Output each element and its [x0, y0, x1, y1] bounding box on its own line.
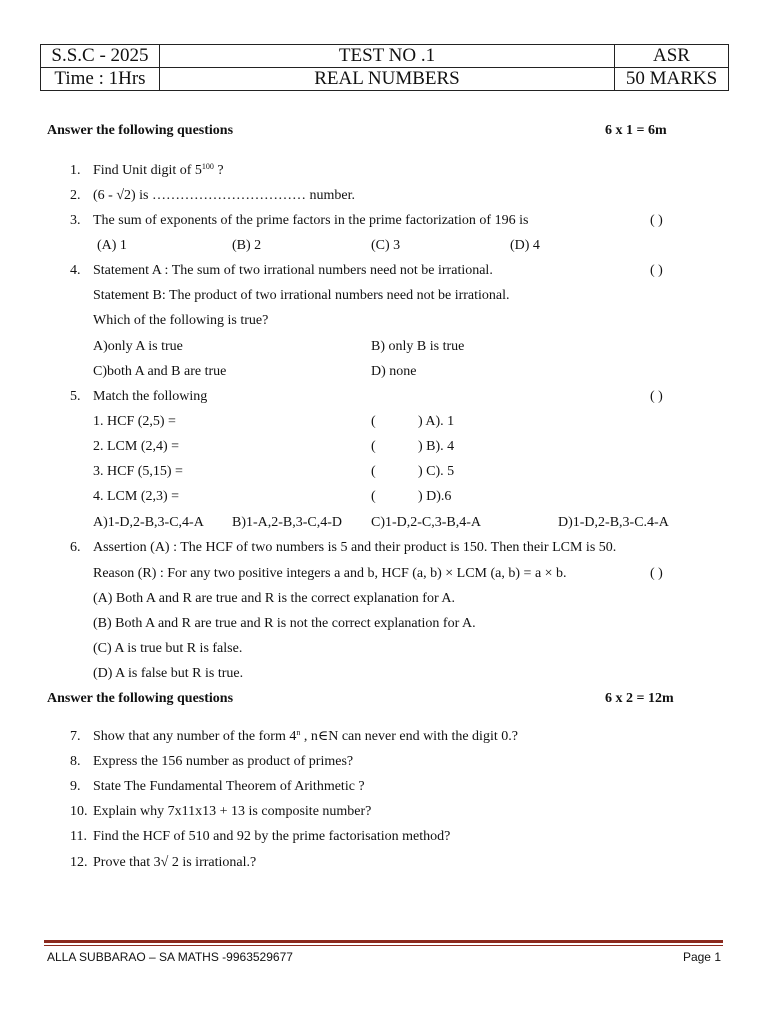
q1-text: Find Unit digit of 5 [93, 163, 202, 178]
q7-number: 7. [70, 729, 81, 744]
section-1-title: Answer the following questions [47, 123, 234, 138]
q6-assertion: Assertion (A) : The HCF of two numbers is 5 and their product is 150. Then their LCM is 50. [93, 540, 617, 555]
q3-option-d: (D) 4 [510, 238, 540, 253]
q4-option-b: B) only B is true [371, 339, 465, 354]
q5-match-open: ( [371, 489, 376, 504]
q4-option-d: D) none [371, 364, 417, 379]
q11-text: Find the HCF of 510 and 92 by the prime factorisation method? [93, 829, 451, 844]
q1-exponent: 100 [201, 162, 214, 171]
q2-number: 2. [70, 188, 81, 203]
q3-number: 3. [70, 213, 81, 228]
footer-divider [44, 940, 723, 943]
q1-number: 1. [70, 163, 81, 178]
q11-number: 11. [70, 829, 87, 844]
footer-divider-thin [44, 945, 723, 946]
q10-number: 10. [70, 804, 88, 819]
chapter-title: REAL NUMBERS [160, 68, 615, 91]
q7-tail: , n∈N can never end with the digit 0.? [300, 729, 518, 744]
q8-number: 8. [70, 754, 81, 769]
q4-statement-b: Statement B: The product of two irrational numbers need not be irrational. [93, 288, 510, 303]
header-table [40, 44, 729, 91]
section-2-marks: 6 x 2 = 12m [605, 691, 674, 706]
section-2-title: Answer the following questions [47, 691, 234, 706]
q12-text: Prove that 3√ 2 is irrational.? [93, 855, 257, 870]
q5-number: 5. [70, 389, 81, 404]
q10-text: Explain why 7x11x13 + 13 is composite number? [93, 804, 372, 819]
q7-exponent: n [296, 728, 301, 737]
q5-left-item: 1. HCF (2,5) = [93, 414, 176, 429]
q4-question: Which of the following is true? [93, 313, 269, 328]
q3-option-a: (A) 1 [97, 238, 127, 253]
footer-author: ALLA SUBBARAO – SA MATHS -9963529677 [47, 950, 293, 964]
q5-answer-option: C)1-D,2-C,3-B,4-A [371, 515, 482, 530]
q5-text: Match the following [93, 389, 208, 404]
q7-question [93, 729, 518, 745]
q5-right-item: ) C). 5 [418, 464, 455, 479]
q5-answer-option: D)1-D,2-B,3-C.4-A [558, 515, 669, 530]
section-1-marks: 6 x 1 = 6m [605, 123, 667, 138]
q4-number: 4. [70, 263, 81, 278]
q4-answer-bracket: ( ) [650, 263, 663, 278]
q7-text: Show that any number of the form 4 [93, 729, 297, 744]
q5-answer-bracket: ( ) [650, 389, 663, 404]
q4-option-c: C)both A and B are true [93, 364, 227, 379]
q5-match-open: ( [371, 414, 376, 429]
q1-tail: ? [213, 163, 224, 178]
test-number: TEST NO .1 [160, 45, 615, 68]
q5-answer-option: A)1-D,2-B,3-C,4-A [93, 515, 204, 530]
q5-match-open: ( [371, 439, 376, 454]
author-code: ASR [615, 45, 729, 68]
q6-option-c: (C) A is true but R is false. [93, 641, 243, 656]
q6-option-d: (D) A is false but R is true. [93, 666, 244, 681]
q3-option-c: (C) 3 [371, 238, 401, 253]
q4-statement-a: Statement A : The sum of two irrational numbers need not be irrational. [93, 263, 493, 278]
page-number: Page 1 [682, 950, 721, 964]
q1-question [93, 163, 224, 179]
header-row-2 [41, 68, 729, 91]
q5-answer-option: B)1-A,2-B,3-C,4-D [232, 515, 343, 530]
q5-right-item: ) B). 4 [418, 439, 455, 454]
q3-answer-bracket: ( ) [650, 213, 663, 228]
time-duration: Time : 1Hrs [41, 68, 160, 91]
q5-right-item: ) A). 1 [418, 414, 455, 429]
q5-left-item: 4. LCM (2,3) = [93, 489, 180, 504]
q3-option-b: (B) 2 [232, 238, 262, 253]
q6-option-a: (A) Both A and R are true and R is the correct explanation for A. [93, 591, 455, 606]
q5-left-item: 2. LCM (2,4) = [93, 439, 180, 454]
q5-left-item: 3. HCF (5,15) = [93, 464, 183, 479]
header-row-1 [41, 45, 729, 68]
q3-text: The sum of exponents of the prime factors in the prime factorization of 196 is [93, 213, 529, 228]
exam-name: S.S.C - 2025 [41, 45, 160, 68]
q9-number: 9. [70, 779, 81, 794]
q6-reason: Reason (R) : For any two positive integers a and b, HCF (a, b) × LCM (a, b) = a × b. [93, 566, 567, 581]
q6-number: 6. [70, 540, 81, 555]
q6-option-b: (B) Both A and R are true and R is not the correct explanation for A. [93, 616, 476, 631]
q8-text: Express the 156 number as product of primes? [93, 754, 354, 769]
q5-right-item: ) D).6 [418, 489, 452, 504]
q9-text: State The Fundamental Theorem of Arithmetic ? [93, 779, 365, 794]
q5-match-open: ( [371, 464, 376, 479]
q2-text: (6 - √2) is …………………………… number. [93, 188, 356, 203]
q4-option-a: A)only A is true [93, 339, 183, 354]
q6-answer-bracket: ( ) [650, 566, 663, 581]
total-marks: 50 MARKS [615, 68, 729, 91]
q12-number: 12. [70, 855, 88, 870]
